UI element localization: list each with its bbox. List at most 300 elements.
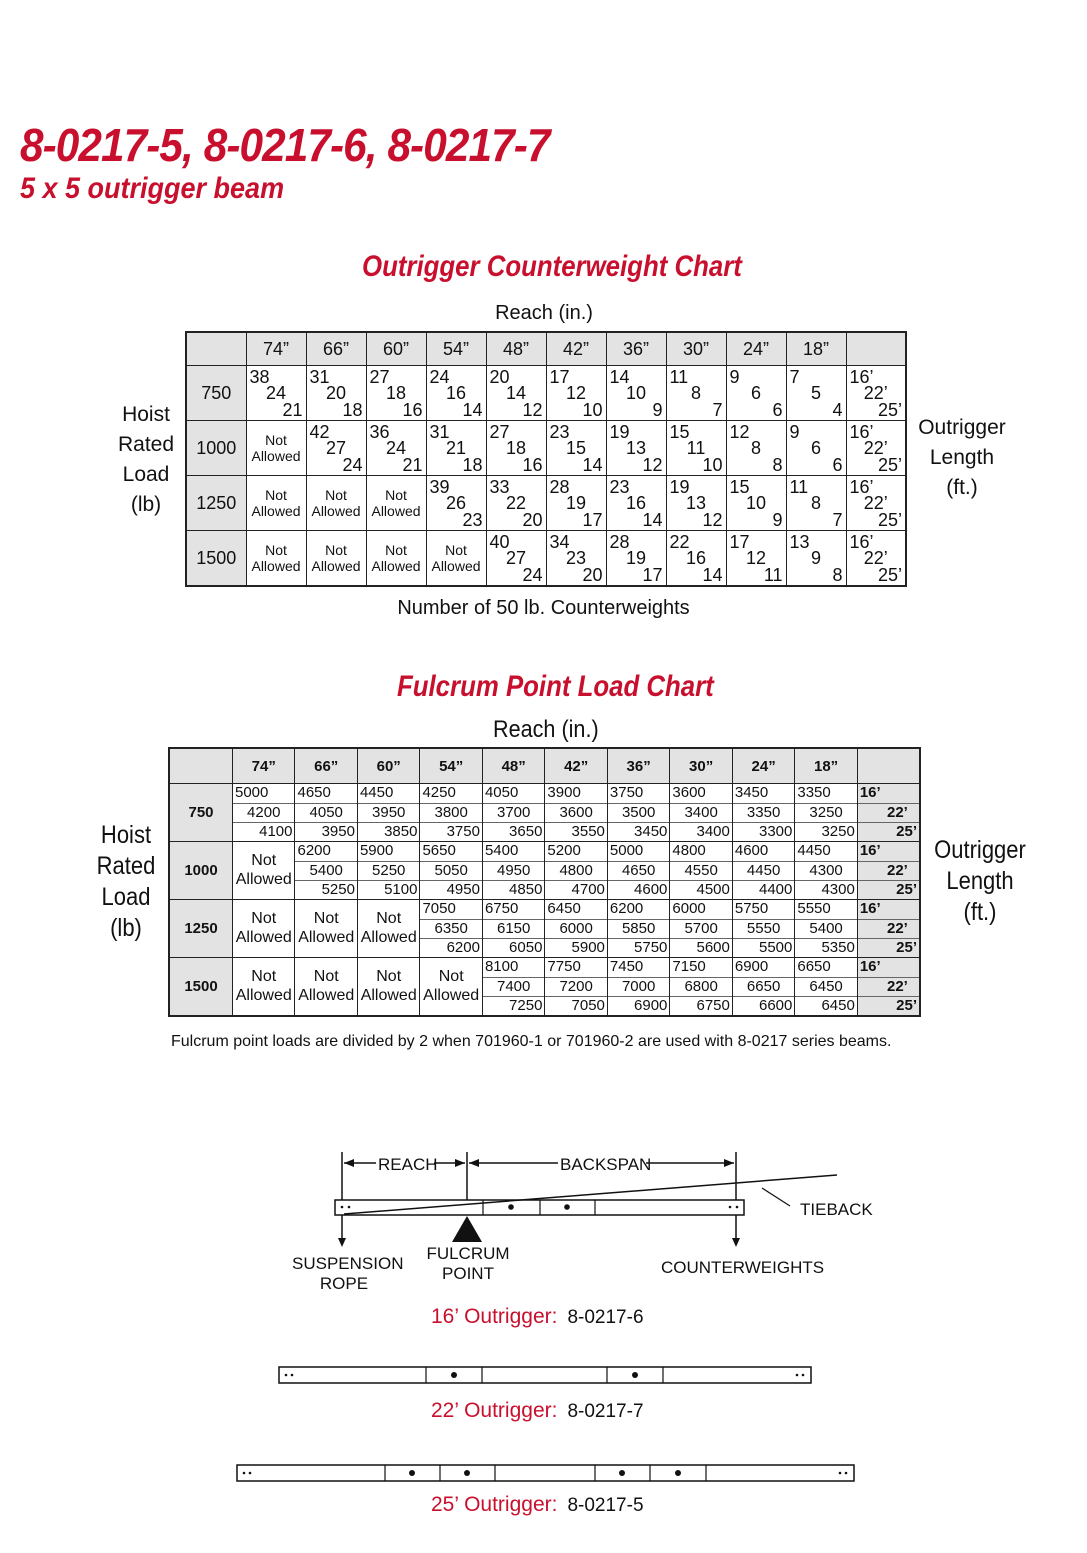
fulcrum-value: 7450 xyxy=(609,958,644,975)
length-header xyxy=(857,748,920,784)
counterweight-value: 11 xyxy=(669,367,689,387)
fulcrum-value: 3350 xyxy=(797,784,831,801)
reach-header: 42” xyxy=(546,332,606,366)
counterweight-cell xyxy=(786,531,846,587)
counterweight-cell xyxy=(786,421,846,476)
fulcrum-cell xyxy=(545,784,607,842)
counterweight-value: 22 xyxy=(669,532,690,552)
counterweight-value: 10 xyxy=(582,400,603,420)
counterweight-cell xyxy=(426,421,486,476)
counterweight-value: 17 xyxy=(582,510,603,530)
fulcrum-value: 5200 xyxy=(547,842,581,859)
fp-hoist-label: Hoist Rated Load (lb) xyxy=(96,821,156,942)
counterweight-value: 11 xyxy=(763,565,783,585)
fulcrum-value: 3750 xyxy=(446,822,480,840)
counterweight-cell xyxy=(546,366,606,421)
counterweight-value: 9 xyxy=(810,548,821,568)
counterweight-cell xyxy=(486,421,546,476)
counterweight-value: 11 xyxy=(686,438,706,458)
counterweight-value: 9 xyxy=(789,422,800,442)
counterweight-value: 18 xyxy=(342,400,363,420)
counterweight-value: 10 xyxy=(745,493,767,513)
fulcrum-cell xyxy=(295,900,357,958)
counterweight-value: 13 xyxy=(625,438,647,458)
counterweight-value: 17 xyxy=(642,565,663,585)
fulcrum-caption: Fulcrum point loads are divided by 2 when 701960-1 or 701960-2 are used with 8-0217 series beams. xyxy=(171,1033,892,1050)
counterweight-cell xyxy=(246,531,306,587)
counterweight-value: 22 xyxy=(505,493,527,513)
fulcrum-value: 5400 xyxy=(309,861,343,879)
length-cell xyxy=(857,842,920,900)
fulcrum-value: 6450 xyxy=(809,977,843,995)
fulcrum-value: 6650 xyxy=(746,977,781,995)
counterweight-cell xyxy=(246,421,306,476)
length-cell xyxy=(857,900,920,958)
fulcrum-value: 3650 xyxy=(509,822,543,840)
not-allowed-label: Not Allowed xyxy=(251,541,301,574)
not-allowed-label: Not Allowed xyxy=(298,910,355,946)
counterweight-value: 8 xyxy=(750,438,761,458)
not-allowed-label: Not Allowed xyxy=(235,852,292,888)
not-allowed-label: Not Allowed xyxy=(251,431,301,464)
counterweight-value: 7 xyxy=(712,400,723,420)
fulcrum-cell xyxy=(357,958,419,1017)
counterweight-value: 42 xyxy=(309,422,330,442)
load-header: 1500 xyxy=(186,531,246,587)
counterweight-value: 23 xyxy=(565,548,587,568)
counterweight-value: 14 xyxy=(505,383,527,403)
counterweight-value: 28 xyxy=(549,477,570,497)
fulcrum-value: 3400 xyxy=(684,803,718,821)
length-value: 22’ xyxy=(863,383,888,403)
counterweight-value: 27 xyxy=(505,548,527,568)
fulcrum-value: 6900 xyxy=(634,996,668,1014)
counterweight-value: 17 xyxy=(729,532,750,552)
fulcrum-value: 4650 xyxy=(621,861,656,879)
fulcrum-cell xyxy=(233,958,295,1017)
reach-header: 36” xyxy=(607,748,669,784)
fulcrum-cell xyxy=(233,784,295,842)
not-allowed-label: Not Allowed xyxy=(431,541,481,574)
not-allowed-label: Not Allowed xyxy=(360,968,417,1004)
counterweight-value: 19 xyxy=(609,422,630,442)
fulcrum-cell xyxy=(482,900,544,958)
fulcrum-value: 6600 xyxy=(758,996,793,1014)
length-value: 22’ xyxy=(886,977,908,995)
length-value: 22’ xyxy=(886,803,908,821)
fulcrum-cell xyxy=(420,958,482,1017)
reach-header: 54” xyxy=(420,748,482,784)
counterweight-value: 20 xyxy=(582,565,603,585)
reach-header: 74” xyxy=(233,748,295,784)
fulcrum-value: 7200 xyxy=(559,977,593,995)
counterweight-cell xyxy=(666,531,726,587)
counterweight-value: 12 xyxy=(642,455,663,475)
counterweight-cell xyxy=(606,531,666,587)
reach-header: 48” xyxy=(482,748,544,784)
fulcrum-value: 6200 xyxy=(609,900,644,917)
fulcrum-value: 5600 xyxy=(696,938,730,956)
counterweight-cell xyxy=(786,366,846,421)
fulcrum-cell xyxy=(295,784,357,842)
reach-label: REACH xyxy=(378,1155,438,1174)
counterweight-cell xyxy=(486,476,546,531)
not-allowed-label: Not Allowed xyxy=(371,541,421,574)
length-value: 25’ xyxy=(877,510,902,530)
fulcrum-value: 4050 xyxy=(484,784,519,801)
load-header: 1000 xyxy=(169,842,233,900)
fulcrum-value: 3900 xyxy=(547,784,581,801)
fulcrum-value: 4950 xyxy=(496,861,531,879)
counterweight-value: 16 xyxy=(625,493,647,513)
fulcrum-value: 6800 xyxy=(684,977,718,995)
counterweight-value: 14 xyxy=(462,400,483,420)
fulcrum-value: 5400 xyxy=(484,842,519,859)
corner-cell xyxy=(169,748,233,784)
fulcrum-cell xyxy=(607,900,669,958)
fulcrum-value: 6200 xyxy=(446,938,480,956)
counterweight-value: 9 xyxy=(729,367,740,387)
counterweight-value: 31 xyxy=(309,367,330,387)
counterweight-value: 23 xyxy=(462,510,483,530)
fulcrum-value: 4600 xyxy=(634,880,668,898)
length-header xyxy=(846,332,906,366)
counterweight-value: 20 xyxy=(489,367,510,387)
table-row xyxy=(169,842,920,900)
fulcrum-value: 3450 xyxy=(634,822,668,840)
fulcrum-cell xyxy=(482,784,544,842)
counterweight-value: 31 xyxy=(429,422,450,442)
fulcrum-value: 4800 xyxy=(559,861,593,879)
fulcrum-cell xyxy=(420,784,482,842)
page-subtitle: 5 x 5 outrigger beam xyxy=(20,172,285,205)
fulcrum-value: 4550 xyxy=(684,861,718,879)
fulcrum-cell xyxy=(732,784,794,842)
length-value: 16’ xyxy=(859,900,881,917)
outrigger-22-beam xyxy=(0,1360,1087,1390)
fulcrum-cell xyxy=(233,900,295,958)
fulcrum-value: 3550 xyxy=(571,822,605,840)
reach-header: 60” xyxy=(366,332,426,366)
fulcrum-value: 3700 xyxy=(496,803,531,821)
reach-header: 30” xyxy=(670,748,732,784)
counterweight-cell xyxy=(546,531,606,587)
cw-outrigger-label: Outrigger Length (ft.) xyxy=(918,416,1006,499)
counterweight-value: 8 xyxy=(832,565,843,585)
fulcrum-cell xyxy=(732,958,794,1017)
fulcrum-value: 4450 xyxy=(746,861,781,879)
length-cell xyxy=(857,784,920,842)
load-header: 750 xyxy=(186,366,246,421)
fulcrum-cell xyxy=(732,842,794,900)
outrigger-diagram xyxy=(0,1140,1087,1290)
fulcrum-value: 5750 xyxy=(634,938,668,956)
reach-header: 24” xyxy=(732,748,794,784)
fulcrum-point-label: FULCRUM POINT xyxy=(426,1244,510,1283)
counterweight-cell xyxy=(726,366,786,421)
fulcrum-value: 4600 xyxy=(734,842,769,859)
counterweight-cell xyxy=(366,366,426,421)
counterweight-value: 15 xyxy=(669,422,690,442)
length-value: 22’ xyxy=(886,861,908,879)
counterweight-value: 14 xyxy=(582,455,603,475)
table-row xyxy=(186,366,906,421)
counterweight-value: 6 xyxy=(810,438,821,458)
not-allowed-label: Not Allowed xyxy=(311,486,361,519)
tieback-label: TIEBACK xyxy=(800,1200,873,1219)
not-allowed-label: Not Allowed xyxy=(235,910,292,946)
counterweight-value: 5 xyxy=(810,383,821,403)
outrigger-25-beam xyxy=(0,1458,1087,1488)
not-allowed-label: Not Allowed xyxy=(251,486,301,519)
counterweight-value: 16 xyxy=(685,548,707,568)
load-header: 750 xyxy=(169,784,233,842)
counterweight-value: 11 xyxy=(789,477,809,497)
reach-header: 60” xyxy=(357,748,419,784)
reach-header: 74” xyxy=(246,332,306,366)
counterweight-caption: Number of 50 lb. Counterweights xyxy=(397,597,690,619)
fulcrum-cell xyxy=(607,784,669,842)
counterweight-cell xyxy=(426,366,486,421)
fulcrum-value: 5550 xyxy=(746,919,781,937)
fulcrum-value: 4650 xyxy=(297,784,331,801)
counterweight-cell xyxy=(546,476,606,531)
fulcrum-cell xyxy=(795,784,857,842)
fulcrum-value: 5000 xyxy=(609,842,644,859)
length-value: 25’ xyxy=(896,996,917,1014)
fulcrum-value: 5250 xyxy=(321,880,355,898)
length-value: 25’ xyxy=(877,400,902,420)
length-value: 22’ xyxy=(863,548,888,568)
corner-cell xyxy=(186,332,246,366)
counterweight-value: 4 xyxy=(832,400,843,420)
counterweight-cell xyxy=(546,421,606,476)
table-row xyxy=(169,958,920,1017)
counterweight-value: 12 xyxy=(745,548,767,568)
counterweight-value: 15 xyxy=(729,477,750,497)
fulcrum-cell xyxy=(357,842,419,900)
outrigger-25-caption: 25’ Outrigger: 8-0217-5 xyxy=(431,1493,644,1516)
fulcrum-cell xyxy=(670,784,732,842)
fulcrum-cell xyxy=(795,958,857,1017)
fulcrum-value: 6050 xyxy=(509,938,543,956)
outrigger-16-caption: 16’ Outrigger: 8-0217-6 xyxy=(431,1305,644,1328)
counterweight-cell xyxy=(306,476,366,531)
fulcrum-cell xyxy=(482,958,544,1017)
counterweight-value: 36 xyxy=(369,422,390,442)
counterweight-cell xyxy=(366,531,426,587)
counterweight-value: 27 xyxy=(369,367,390,387)
counterweight-cell xyxy=(366,421,426,476)
counterweight-value: 13 xyxy=(685,493,707,513)
counterweight-cell xyxy=(246,476,306,531)
counterweight-value: 14 xyxy=(609,367,630,387)
counterweight-value: 12 xyxy=(522,400,543,420)
reach-header: 48” xyxy=(486,332,546,366)
fulcrum-cell xyxy=(357,784,419,842)
length-cell xyxy=(846,366,906,421)
not-allowed-label: Not Allowed xyxy=(235,968,292,1004)
fulcrum-value: 5900 xyxy=(359,842,394,859)
length-value: 16’ xyxy=(849,532,874,552)
counterweight-value: 21 xyxy=(402,455,423,475)
counterweight-value: 18 xyxy=(462,455,483,475)
fulcrum-value: 5650 xyxy=(422,842,456,859)
fulcrum-value: 6000 xyxy=(559,919,593,937)
counterweight-cell xyxy=(666,366,726,421)
fulcrum-value: 7250 xyxy=(509,996,543,1014)
fulcrum-value: 7050 xyxy=(571,996,605,1014)
counterweight-cell xyxy=(726,531,786,587)
fulcrum-value: 6900 xyxy=(734,958,769,975)
fulcrum-value: 4300 xyxy=(809,861,843,879)
counterweight-value: 21 xyxy=(282,400,303,420)
fulcrum-value: 4800 xyxy=(672,842,706,859)
load-header: 1250 xyxy=(186,476,246,531)
counterweight-value: 14 xyxy=(702,565,723,585)
length-value: 16’ xyxy=(849,422,874,442)
counterweight-value: 10 xyxy=(625,383,647,403)
counterweight-value: 17 xyxy=(549,367,570,387)
counterweight-value: 24 xyxy=(522,565,543,585)
suspension-rope-label: SUSPENSION ROPE xyxy=(292,1254,404,1293)
counterweight-cell xyxy=(606,476,666,531)
fulcrum-value: 4950 xyxy=(446,880,480,898)
fulcrum-value: 3950 xyxy=(321,822,355,840)
counterweight-value: 27 xyxy=(489,422,510,442)
length-value: 22’ xyxy=(863,493,888,513)
counterweight-value: 40 xyxy=(489,532,510,552)
fulcrum-value: 6750 xyxy=(484,900,519,917)
reach-header: 66” xyxy=(295,748,357,784)
fulcrum-value: 5900 xyxy=(571,938,605,956)
counterweight-value: 27 xyxy=(325,438,347,458)
fulcrum-value: 7050 xyxy=(422,900,456,917)
counterweight-cell xyxy=(426,531,486,587)
counterweight-value: 12 xyxy=(702,510,723,530)
reach-header: 54” xyxy=(426,332,486,366)
fulcrum-value: 5100 xyxy=(384,880,418,898)
counterweight-value: 7 xyxy=(832,510,843,530)
fulcrum-value: 5050 xyxy=(434,861,468,879)
reach-header: 18” xyxy=(786,332,846,366)
fulcrum-value: 5550 xyxy=(797,900,831,917)
not-allowed-label: Not Allowed xyxy=(371,486,421,519)
table-row xyxy=(169,900,920,958)
length-cell xyxy=(846,421,906,476)
fulcrum-cell xyxy=(295,842,357,900)
counterweight-cell xyxy=(426,476,486,531)
not-allowed-label: Not Allowed xyxy=(298,968,355,1004)
counterweight-cell xyxy=(606,421,666,476)
counterweight-cell xyxy=(486,366,546,421)
fulcrum-value: 4500 xyxy=(696,880,730,898)
fulcrum-value: 4450 xyxy=(797,842,831,859)
fulcrum-cell xyxy=(545,958,607,1017)
counterweight-cell xyxy=(606,366,666,421)
fulcrum-value: 5700 xyxy=(684,919,718,937)
counterweight-cell xyxy=(786,476,846,531)
fulcrum-value: 3600 xyxy=(559,803,593,821)
fulcrum-value: 3250 xyxy=(821,822,855,840)
counterweight-value: 15 xyxy=(565,438,587,458)
counterweight-value: 6 xyxy=(750,383,761,403)
counterweight-value: 21 xyxy=(445,438,467,458)
counterweight-cell xyxy=(726,421,786,476)
fulcrum-value: 6750 xyxy=(696,996,730,1014)
table-row xyxy=(186,531,906,587)
fp-reach-label: Reach (in.) xyxy=(493,716,599,743)
length-value: 22’ xyxy=(886,919,908,937)
load-header: 1500 xyxy=(169,958,233,1017)
fulcrum-value: 4850 xyxy=(509,880,543,898)
page-title: 8-0217-5, 8-0217-6, 8-0217-7 xyxy=(20,119,550,171)
counterweight-chart-title: Outrigger Counterweight Chart xyxy=(362,250,742,283)
cw-reach-label: Reach (in.) xyxy=(495,302,593,324)
table-row xyxy=(186,421,906,476)
fulcrum-cell xyxy=(545,900,607,958)
counterweight-cell xyxy=(306,421,366,476)
reach-header: 42” xyxy=(545,748,607,784)
reach-header: 66” xyxy=(306,332,366,366)
counterweight-table xyxy=(185,331,907,587)
counterweight-value: 19 xyxy=(625,548,647,568)
fulcrum-value: 3600 xyxy=(672,784,706,801)
fulcrum-value: 7400 xyxy=(496,977,531,995)
reach-header: 36” xyxy=(606,332,666,366)
fulcrum-cell xyxy=(795,900,857,958)
fulcrum-cell xyxy=(295,958,357,1017)
fulcrum-cell xyxy=(357,900,419,958)
counterweight-value: 34 xyxy=(549,532,570,552)
counterweight-value: 24 xyxy=(265,383,287,403)
fulcrum-value: 3450 xyxy=(734,784,769,801)
counterweight-cell xyxy=(726,476,786,531)
reach-header: 30” xyxy=(666,332,726,366)
fulcrum-value: 3850 xyxy=(384,822,418,840)
counterweight-value: 13 xyxy=(789,532,810,552)
fulcrum-value: 5350 xyxy=(821,938,855,956)
counterweight-value: 20 xyxy=(325,383,347,403)
fulcrum-cell xyxy=(732,900,794,958)
counterweight-value: 14 xyxy=(642,510,663,530)
fulcrum-value: 4450 xyxy=(359,784,394,801)
counterweight-cell xyxy=(306,366,366,421)
counterweight-value: 16 xyxy=(402,400,423,420)
load-header: 1000 xyxy=(186,421,246,476)
reach-header: 24” xyxy=(726,332,786,366)
counterweight-value: 16 xyxy=(445,383,467,403)
fulcrum-value: 4700 xyxy=(571,880,605,898)
fulcrum-cell xyxy=(670,958,732,1017)
reach-header: 18” xyxy=(795,748,857,784)
fulcrum-value: 3400 xyxy=(696,822,730,840)
fulcrum-cell xyxy=(233,842,295,900)
length-value: 16’ xyxy=(849,367,874,387)
counterweight-value: 33 xyxy=(489,477,510,497)
counterweight-value: 8 xyxy=(690,383,701,403)
counterweights-label: COUNTERWEIGHTS xyxy=(661,1258,825,1277)
fulcrum-value: 3250 xyxy=(809,803,843,821)
length-value: 25’ xyxy=(896,822,917,840)
not-allowed-label: Not Allowed xyxy=(360,910,417,946)
fulcrum-value: 4400 xyxy=(758,880,793,898)
fulcrum-value: 5500 xyxy=(758,938,793,956)
fulcrum-value: 6150 xyxy=(496,919,531,937)
fulcrum-cell xyxy=(420,842,482,900)
load-header: 1250 xyxy=(169,900,233,958)
fulcrum-value: 6200 xyxy=(297,842,331,859)
